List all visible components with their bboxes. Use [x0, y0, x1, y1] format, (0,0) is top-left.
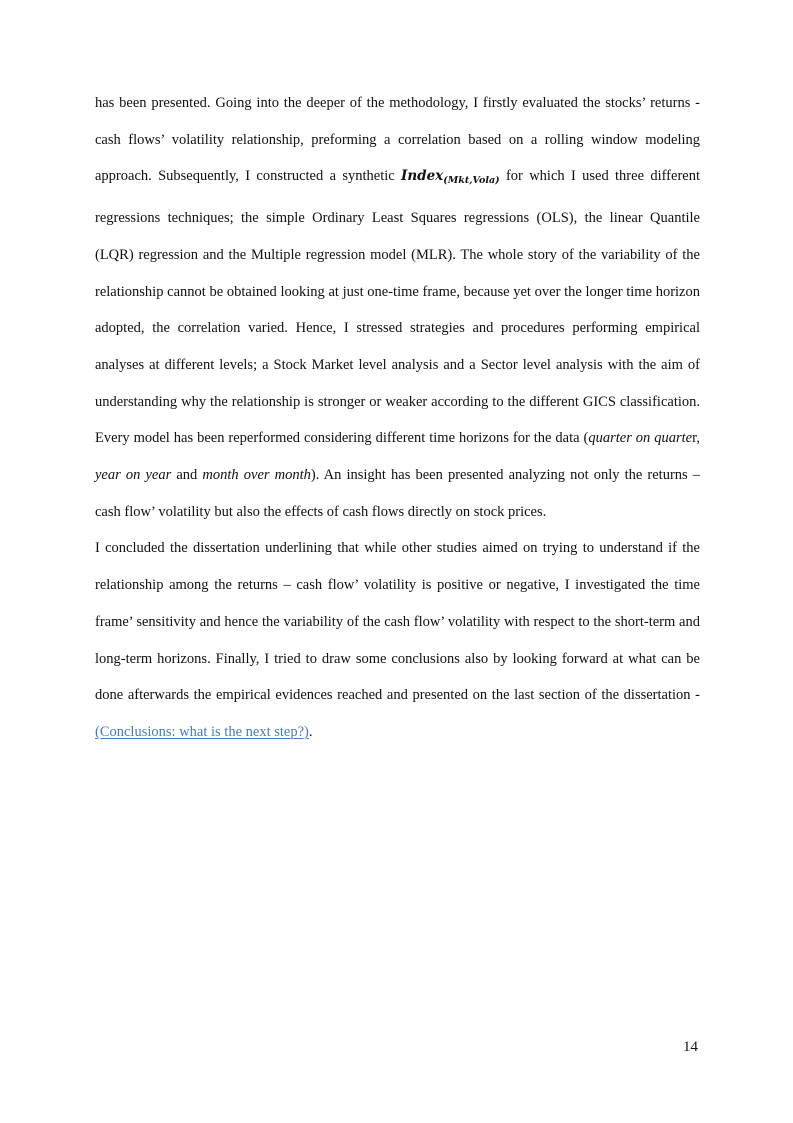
- paragraph-text: and: [171, 467, 203, 484]
- paragraph-text: for which I used three different regressions techniques; the simple Ordinary Least Squares regressions (OLS), the linear Quantile (LQR) regression and the Multiple regression model (MLR). The whole story of the variability of the relationship cannot be obtained looking at just one-time frame, because yet over the longer time horizon adopted, the correlation varied. Hence, I stressed strategies and procedures performing empirical analyses at different levels; a Stock Market level analysis and a Sector level analysis with the aim of understanding why the relationship is stronger or weaker according to the different GICS classification. Every model has been reperformed considering different time horizons for the data (: [95, 168, 700, 447]
- paragraph-text: I concluded the dissertation underlining that while other studies aimed on trying to understand if the relationship among the returns – cash flow’ volatility is positive or negative, I investigated the time frame’ sensitivity and hence the variability of the cash flow’ volatility with respect to the short-term and long-term horizons. Finally, I tried to draw some conclusions also by looking forward at what can be done afterwards the empirical evidences reached and presented on the last section of the dissertation -: [95, 540, 700, 704]
- index-formula-base: Index: [401, 168, 444, 185]
- emphasis-quarter: quarter on quarte: [588, 430, 693, 447]
- page-number: 14: [683, 1039, 698, 1055]
- paragraph-conclusion: [95, 530, 700, 750]
- paragraph-text: .: [308, 723, 313, 740]
- paragraph-summary: [95, 85, 700, 530]
- paragraph-text: has been presented. Going into the deeper of the methodology, I firstly evaluated the stocks’ returns - cash flows’ volatility relationship, preforming a correlation based on a rolling window modeling approach. Subsequently, I constructed a synthetic: [95, 95, 700, 185]
- document-body: [95, 85, 700, 751]
- paragraph-text: r,: [692, 430, 700, 447]
- emphasis-year: year on year: [95, 467, 172, 484]
- conclusions-section-link[interactable]: (Conclusions: what is the next step?): [95, 723, 309, 740]
- index-formula: [401, 168, 500, 187]
- emphasis-month: month over month: [202, 467, 311, 484]
- paragraph-text: ). An insight has been presented analyzing not only the returns – cash flow’ volatility but also the effects of cash flows directly on stock prices.: [95, 467, 701, 520]
- index-formula-subscript: (Mkt,Vola): [443, 175, 500, 187]
